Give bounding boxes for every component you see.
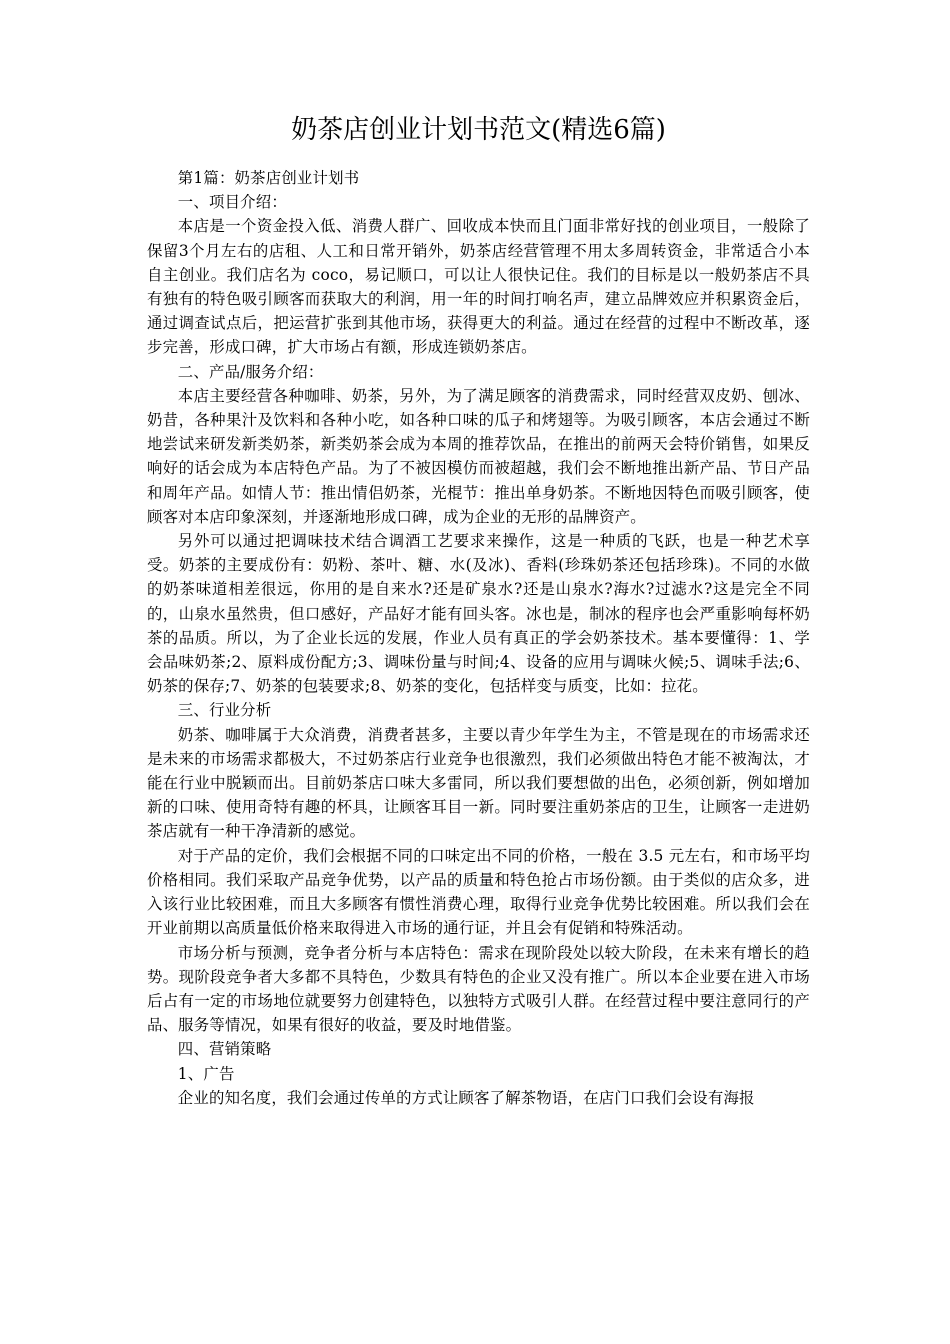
paragraph: 对于产品的定价，我们会根据不同的口味定出不同的价格，一般在 3.5 元左右，和市场平均价格相同。我们采取产品竞争优势，以产品的质量和特色抢占市场份额。由于类似的店众多，进入该行业比较困难，而且大多顾客有惯性消费心理，取得行业竞争优势比较困难。所以我们会在开业前期以高质量低价格来取得进入市场的通行证，并且会有促销和特殊活动。 — [147, 846, 810, 938]
paragraph: 另外可以通过把调味技术结合调酒工艺要求来操作，这是一种质的飞跃，也是一种艺术享受。奶茶的主要成份有：奶粉、茶叶、糖、水(及冰)、香料(珍珠奶茶还包括珍珠)。不同的水做的奶茶味道相差很远，你用的是自来水?还是矿泉水?还是山泉水?海水?过滤水?这是完全不同的，山泉水虽然贵，但口感好，产品好才能有回头客。冰也是，制冰的程序也会严重影响每杯奶茶的品质。所以，为了企业长远的发展，作业人员有真正的学会奶茶技术。基本要懂得：1、学会品味奶茶;2、原料成份配方;3、调味份量与时间;4、设备的应用与调味火候;5、调味手法;6、奶茶的保存;7、奶茶的包装要求;8、奶茶的变化，包括样变与质变，比如：拉花。 — [147, 532, 810, 696]
paragraph: 本店是一个资金投入低、消费人群广、回收成本快而且门面非常好找的创业项目，一般除了保留3个月左右的店租、人工和日常开销外，奶茶店经营管理不用太多周转资金，非常适合小本自主创业。我们店名为 coco，易记顺口，可以让人很快记住。我们的目标是以一般奶茶店不具有独有的特色吸引顾客而获取大的利润，用一年的时间打响名声，建立品牌效应并积累资金后，通过调查试点后，把运营扩张到其他市场，获得更大的利益。通过在经营的过程中不断改革，逐步完善，形成口碑，扩大市场占有额，形成连锁奶茶店。 — [147, 217, 810, 357]
subsection-heading-advertising: 1、广告 — [177, 1064, 235, 1083]
document-title: 奶茶店创业计划书范文(精选6篇) — [291, 115, 666, 145]
section-heading-product-service: 二、产品/服务介绍： — [177, 362, 324, 381]
paragraph: 本店主要经营各种咖啡、奶茶，另外，为了满足顾客的消费需求，同时经营双皮奶、刨冰、奶昔，各种果汁及饮料和各种小吃，如各种口味的瓜子和烤翅等。为吸引顾客，本店会通过不断地尝试来研发新类奶茶，新类奶茶会成为本周的推荐饮品，在推出的前两天会特价销售，如果反响好的话会成为本店特色产品。为了不被因模仿而被超越，我们会不断地推出新产品、节日产品和周年产品。如情人节：推出情侣奶茶，光棍节：推出单身奶茶。不断地因特色而吸引顾客，使顾客对本店印象深刻，并逐渐地形成口碑，成为企业的无形的品牌资产。 — [147, 386, 810, 526]
paragraph: 市场分析与预测，竞争者分析与本店特色：需求在现阶段处以较大阶段，在未来有增长的趋势。现阶段竞争者大多都不具特色，少数具有特色的企业又没有推广。所以本企业要在进入市场后占有一定的市场地位就要努力创建特色，以独特方式吸引人群。在经营过程中要注意同行的产品、服务等情况，如果有很好的收益，要及时地借鉴。 — [147, 943, 810, 1035]
section-heading-marketing: 四、营销策略 — [177, 1040, 272, 1059]
article-heading: 第1篇：奶茶店创业计划书 — [177, 169, 360, 187]
section-heading-project-intro: 一、项目介绍： — [177, 193, 287, 212]
paragraph: 企业的知名度，我们会通过传单的方式让顾客了解茶物语，在店门口我们会设有海报 — [177, 1088, 755, 1107]
section-heading-industry-analysis: 三、行业分析 — [177, 701, 272, 720]
document-page — [147, 112, 810, 1110]
paragraph: 奶茶、咖啡属于大众消费，消费者甚多，主要以青少年学生为主，不管是现在的市场需求还是未来的市场需求都极大，不过奶茶店行业竞争也很激烈，我们必须做出特色才能不被淘汰，才能在行业中脱颖而出。目前奶茶店口味大多雷同，所以我们要想做的出色，必须创新，例如增加新的口味、使用奇特有趣的杯具，让顾客耳目一新。同时要注重奶茶店的卫生，让顾客一走进奶茶店就有一种干净清新的感觉。 — [147, 725, 810, 841]
